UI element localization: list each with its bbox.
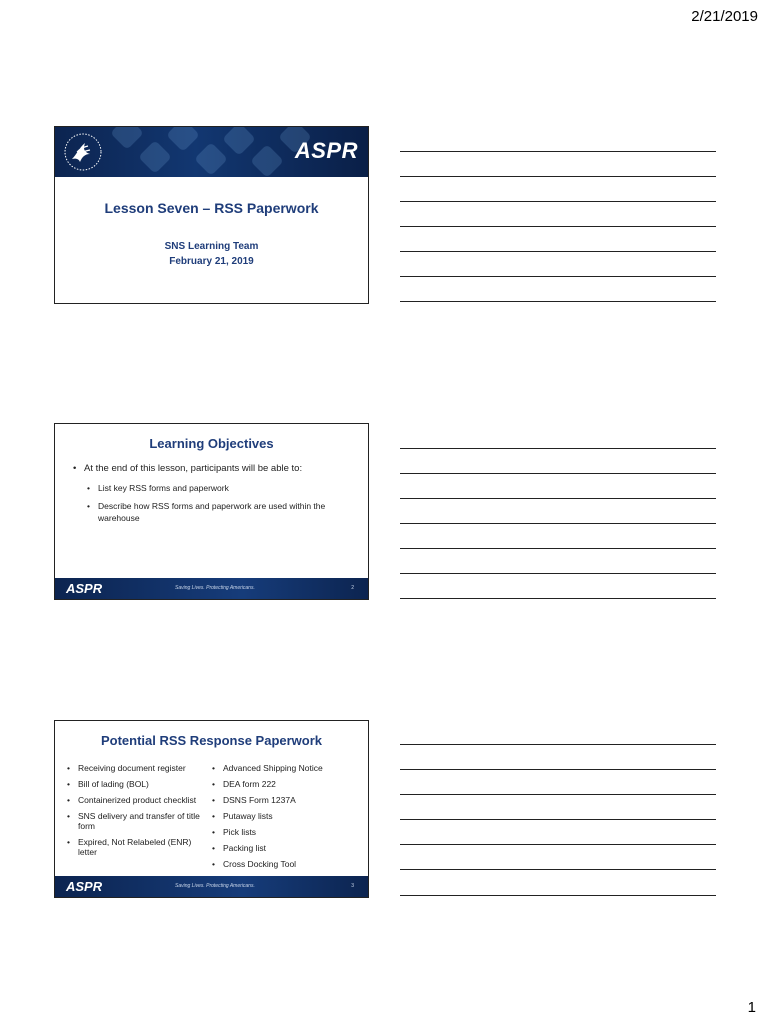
- list-item: • Cross Docking Tool: [223, 859, 363, 869]
- aspr-logo: ASPR: [66, 581, 103, 596]
- note-line: [400, 794, 716, 795]
- page-number: 1: [747, 999, 756, 1016]
- list-item: • DEA form 222: [223, 779, 363, 789]
- slide-1-banner: [55, 127, 368, 177]
- slide-1-date: February 21, 2019: [169, 256, 254, 267]
- slide-2-title: Learning Objectives: [149, 436, 274, 451]
- aspr-logo: ASPR: [294, 138, 358, 163]
- note-line: [400, 769, 716, 770]
- note-line: [400, 151, 716, 152]
- note-line: [400, 176, 716, 177]
- paperwork-list-left: [78, 763, 204, 863]
- slide-3: [54, 720, 369, 898]
- list-item: • Pick lists: [223, 827, 363, 837]
- note-line: [400, 844, 716, 845]
- note-line: [400, 201, 716, 202]
- note-line: [400, 895, 716, 896]
- tagline: Saving Lives. Protecting Americans.: [175, 883, 255, 889]
- note-line: [400, 498, 716, 499]
- note-line: [400, 251, 716, 252]
- slide-2-footer: [55, 578, 368, 599]
- objectives-list: [84, 463, 354, 530]
- list-item: • Bill of lading (BOL): [78, 779, 204, 789]
- slide-3-footer: [55, 876, 368, 897]
- slide-number: 3: [351, 883, 354, 889]
- slide-1: [54, 126, 369, 304]
- note-line: [400, 573, 716, 574]
- list-item: • List key RSS forms and paperwork: [98, 482, 354, 494]
- paperwork-list-right: [223, 763, 363, 875]
- list-item: • Describe how RSS forms and paperwork are used within the warehouse: [98, 500, 354, 524]
- list-item: • Containerized product checklist: [78, 795, 204, 805]
- note-line: [400, 598, 716, 599]
- note-line: [400, 523, 716, 524]
- list-item: • At the end of this lesson, participants will be able to:: [84, 463, 354, 474]
- note-line: [400, 548, 716, 549]
- list-item: • DSNS Form 1237A: [223, 795, 363, 805]
- slide-3-title: Potential RSS Response Paperwork: [100, 733, 323, 748]
- note-line: [400, 869, 716, 870]
- list-item: • Advanced Shipping Notice: [223, 763, 363, 773]
- list-item: • Putaway lists: [223, 811, 363, 821]
- list-item: • Receiving document register: [78, 763, 204, 773]
- slide-2: [54, 423, 369, 600]
- note-line: [400, 744, 716, 745]
- note-line: [400, 226, 716, 227]
- tagline: Saving Lives. Protecting Americans.: [175, 585, 255, 591]
- print-date: 2/21/2019: [691, 8, 758, 25]
- note-line: [400, 819, 716, 820]
- note-line: [400, 473, 716, 474]
- list-item: • SNS delivery and transfer of title form: [78, 811, 204, 831]
- list-item: • Expired, Not Relabeled (ENR) letter: [78, 837, 204, 857]
- slide-1-subtitle: SNS Learning Team: [164, 241, 259, 252]
- note-line: [400, 276, 716, 277]
- hhs-eagle-icon: [63, 132, 103, 172]
- aspr-logo: ASPR: [66, 879, 103, 894]
- slide-number: 2: [351, 585, 354, 591]
- slide-1-title: Lesson Seven – RSS Paperwork: [104, 200, 319, 216]
- list-item: • Packing list: [223, 843, 363, 853]
- note-line: [400, 448, 716, 449]
- note-line: [400, 301, 716, 302]
